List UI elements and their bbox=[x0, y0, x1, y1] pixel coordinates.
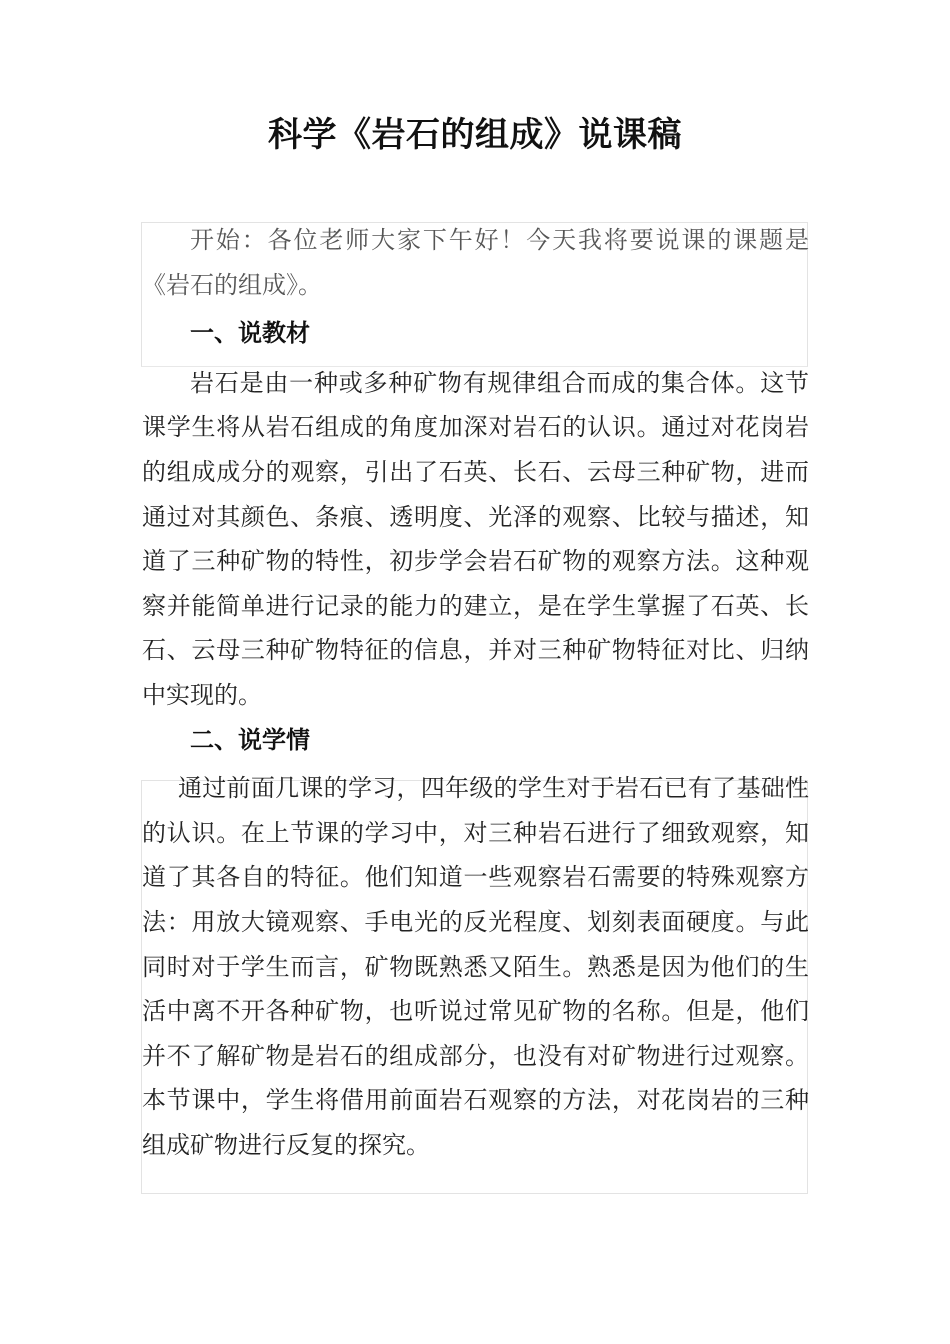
document-title: 科学《岩石的组成》说课稿 bbox=[268, 114, 682, 155]
intro-paragraph: 开始：各位老师大家下午好！今天我将要说课的课题是《岩石的组成》。 bbox=[142, 226, 809, 299]
section-body-textbook: 岩石是由一种或多种矿物有规律组合而成的集合体。这节课学生将从岩石组成的角度加深对岩石的认识。通过对花岗岩的组成成分的观察，引出了石英、长石、云母三种矿物，进而通过对其颜色、条痕、透明度、光泽的观察、比较与描述，知道了三种矿物的特性，初步学会岩石矿物的观察方法。这种观察并能简单进行记录的能力的建立，是在学生掌握了石英、长石、云母三种矿物特征的信息，并对三种矿物特征对比、归纳中实现的。 bbox=[142, 368, 809, 709]
section-heading-students: 二、说学情 bbox=[190, 725, 310, 754]
section-heading-textbook: 一、说教材 bbox=[190, 319, 310, 348]
section-body-students: 通过前面几课的学习，四年级的学生对于岩石已有了基础性的认识。在上节课的学习中，对三种岩石进行了细致观察，知道了其各自的特征。他们知道一些观察岩石需要的特殊观察方法：用放大镜观察、手电光的反光程度、划刻表面硬度。与此同时对于学生而言，矿物既熟悉又陌生。熟悉是因为他们的生活中离不开各种矿物，也听说过常见矿物的名称。但是，他们并不了解矿物是岩石的组成部分，也没有对矿物进行过观察。本节课中，学生将借用前面岩石观察的方法，对花岗岩的三种组成矿物进行反复的探究。 bbox=[142, 774, 809, 1159]
document-body bbox=[142, 218, 809, 1167]
